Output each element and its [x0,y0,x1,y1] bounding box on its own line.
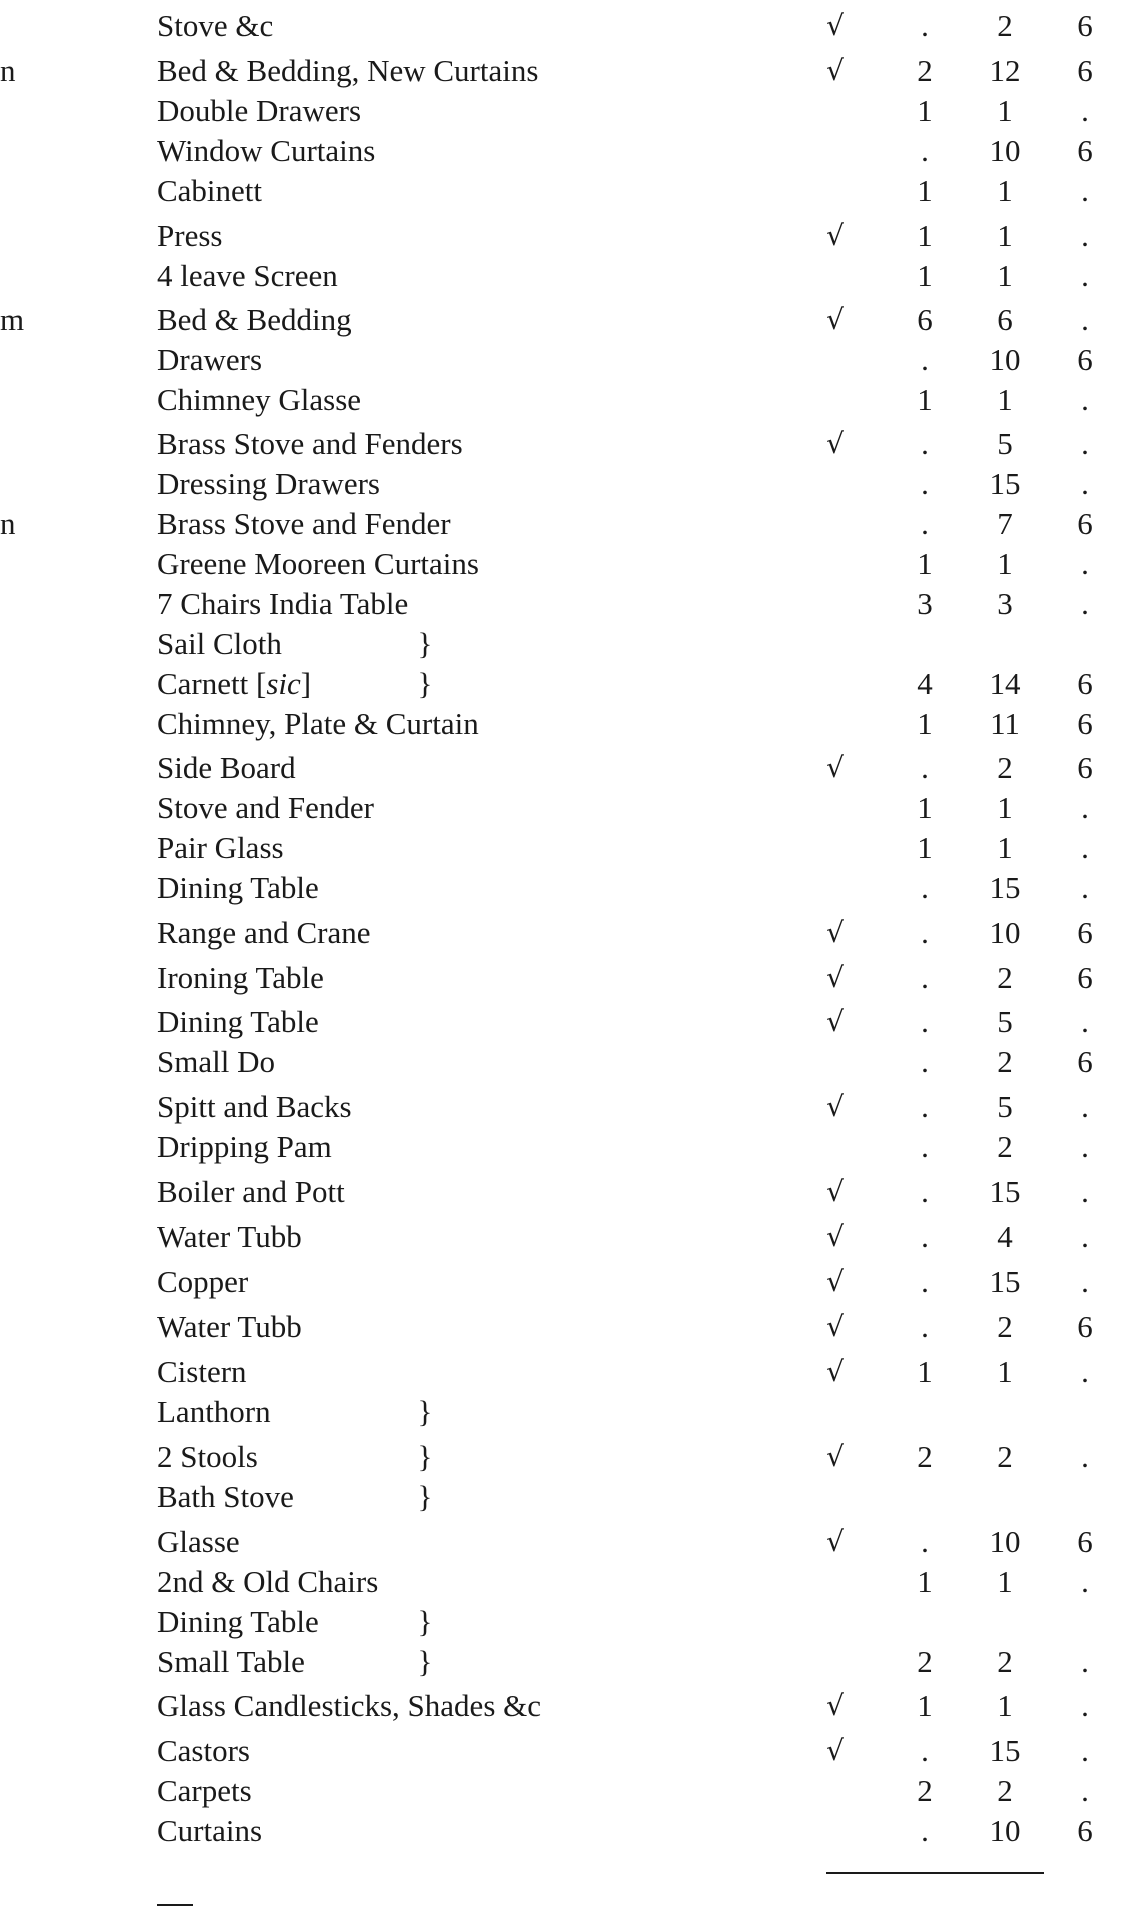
item-name [157,300,757,340]
check-mark: √ [826,303,844,336]
pounds-value: 1 [917,258,933,293]
pence-value: . [1081,1129,1089,1164]
pounds-value: . [921,466,929,501]
shillings-value: 2 [997,1044,1013,1079]
item-label: Dripping Pam [157,1129,332,1164]
inventory-row [0,1562,1132,1602]
inventory-row [0,340,1132,380]
item-name [157,584,757,624]
check-mark: √ [826,961,844,994]
shillings-value: 3 [997,586,1013,621]
pence-value: . [1081,466,1089,501]
check-mark: √ [826,751,844,784]
pounds-value: . [921,506,929,541]
pounds-value: 1 [917,790,933,825]
inventory-row [0,1087,1132,1127]
pence-value: 6 [1077,1813,1093,1848]
item-name [157,1811,757,1851]
item-label: Dressing Drawers [157,466,380,501]
pounds-value: . [921,1089,929,1124]
shillings-value: 2 [997,1309,1013,1344]
item-name [157,1522,757,1562]
pence-value: . [1081,93,1089,128]
pounds-value: 1 [917,1688,933,1723]
item-label: Stove &c [157,8,274,43]
sic-annotation: [sic] [248,666,312,701]
pounds-value: . [921,1044,929,1079]
brace-glyph: } [417,1604,433,1639]
check-mark: √ [826,1220,844,1253]
inventory-row [0,828,1132,868]
pounds-value: . [921,960,929,995]
pounds-value: . [921,133,929,168]
pounds-value: . [921,342,929,377]
inventory-row [0,1217,1132,1257]
shillings-value: 5 [997,1089,1013,1124]
pence-value: 6 [1077,915,1093,950]
pence-value: 6 [1077,1309,1093,1344]
shillings-value: 2 [997,1773,1013,1808]
pence-value: . [1081,1733,1089,1768]
inventory-row [0,913,1132,953]
inventory-row [0,1002,1132,1042]
check-mark: √ [826,9,844,42]
pounds-value: . [921,1264,929,1299]
inventory-row [0,868,1132,908]
total-rule [826,1872,1044,1874]
item-name [157,1392,757,1432]
pence-value: 6 [1077,53,1093,88]
shillings-value: 1 [997,1688,1013,1723]
item-name [157,958,757,998]
pounds-value: 2 [917,1644,933,1679]
inventory-row [0,624,1132,664]
pounds-value: 2 [917,1773,933,1808]
shillings-value: 15 [989,466,1021,501]
pence-value: . [1081,1439,1089,1474]
inventory-row [0,1731,1132,1771]
shillings-value: 2 [997,8,1013,43]
brace-glyph: } [417,1479,433,1514]
check-mark: √ [826,1005,844,1038]
item-name [157,131,757,171]
inventory-row [0,1686,1132,1726]
check-mark: √ [826,1440,844,1473]
shillings-value: 1 [997,1564,1013,1599]
item-label: Water Tubb [157,1309,302,1344]
item-label: Small Do [157,1044,275,1079]
item-name [157,1771,757,1811]
pounds-value: 2 [917,1439,933,1474]
item-name [157,664,757,704]
inventory-row [0,1477,1132,1517]
pounds-value: 1 [917,1564,933,1599]
item-label: Brass Stove and Fender [157,506,451,541]
pounds-value: . [921,1524,929,1559]
item-name [157,1477,757,1517]
pence-value: 6 [1077,133,1093,168]
pounds-value: 6 [917,302,933,337]
item-name [157,1002,757,1042]
shillings-value: 10 [989,1813,1021,1848]
inventory-row [0,380,1132,420]
item-name [157,788,757,828]
item-name [157,1262,757,1302]
pence-value: . [1081,546,1089,581]
item-name [157,1562,757,1602]
item-label: Dining Table [157,1604,319,1639]
pence-value: . [1081,1354,1089,1389]
item-label: Castors [157,1733,250,1768]
item-name [157,1042,757,1082]
brace-glyph: } [417,1439,433,1474]
brace-glyph: } [417,666,433,701]
check-mark: √ [826,427,844,460]
inventory-row [0,788,1132,828]
item-label: Carpets [157,1773,252,1808]
pounds-value: . [921,1813,929,1848]
end-dash [157,1904,193,1906]
item-label: Double Drawers [157,93,362,128]
check-mark: √ [826,1090,844,1123]
item-name [157,256,757,296]
inventory-row [0,664,1132,704]
pence-value: 6 [1077,750,1093,785]
check-mark: √ [826,219,844,252]
pounds-value: . [921,1004,929,1039]
inventory-row [0,1771,1132,1811]
pounds-value: 1 [917,93,933,128]
shillings-value: 1 [997,790,1013,825]
shillings-value: 2 [997,750,1013,785]
inventory-row [0,91,1132,131]
item-name [157,504,757,544]
pounds-value: . [921,8,929,43]
check-mark: √ [826,916,844,949]
item-label: Glasse [157,1524,240,1559]
pence-value: 6 [1077,960,1093,995]
item-label: Dining Table [157,870,319,905]
shillings-value: 10 [989,342,1021,377]
item-name [157,828,757,868]
item-label: Bed & Bedding, New Curtains [157,53,539,88]
pounds-value: . [921,1129,929,1164]
item-name [157,424,757,464]
item-label: Chimney Glasse [157,382,362,417]
item-label: Small Table [157,1644,305,1679]
pence-value: . [1081,1564,1089,1599]
item-name [157,1087,757,1127]
pence-value: 6 [1077,666,1093,701]
pence-value: 6 [1077,506,1093,541]
item-name [157,340,757,380]
shillings-value: 1 [997,382,1013,417]
shillings-value: 10 [989,1524,1021,1559]
inventory-row [0,1602,1132,1642]
shillings-value: 6 [997,302,1013,337]
item-name [157,1127,757,1167]
inventory-row [0,1127,1132,1167]
item-label: Bath Stove [157,1479,294,1514]
inventory-row [0,1642,1132,1682]
item-label: Sail Cloth [157,626,282,661]
item-label: Chimney, Plate & Curtain [157,706,479,741]
inventory-row [0,544,1132,584]
check-mark: √ [826,1355,844,1388]
inventory-row [0,958,1132,998]
pounds-value: 1 [917,706,933,741]
pounds-value: . [921,870,929,905]
item-name [157,1437,757,1477]
pounds-value: 3 [917,586,933,621]
pounds-value: . [921,915,929,950]
inventory-row [0,424,1132,464]
shillings-value: 15 [989,1264,1021,1299]
shillings-value: 15 [989,870,1021,905]
item-label: Spitt and Backs [157,1089,352,1124]
pence-value: 6 [1077,1044,1093,1079]
shillings-value: 14 [989,666,1021,701]
inventory-row [0,1392,1132,1432]
pounds-value: 1 [917,218,933,253]
pence-value: . [1081,1004,1089,1039]
pence-value: . [1081,586,1089,621]
shillings-value: 15 [989,1174,1021,1209]
shillings-value: 10 [989,133,1021,168]
pence-value: . [1081,1089,1089,1124]
pence-value: . [1081,830,1089,865]
shillings-value: 10 [989,915,1021,950]
item-label: Cistern [157,1354,247,1389]
item-label: Dining Table [157,1004,319,1039]
shillings-value: 1 [997,1354,1013,1389]
item-name [157,1217,757,1257]
item-label: Bed & Bedding [157,302,352,337]
item-label: Press [157,218,223,253]
check-mark: √ [826,1310,844,1343]
item-label: Boiler and Pott [157,1174,345,1209]
check-mark: √ [826,54,844,87]
inventory-row [0,1307,1132,1347]
shillings-value: 1 [997,93,1013,128]
pounds-value: . [921,1309,929,1344]
item-name [157,464,757,504]
check-mark: √ [826,1689,844,1722]
pence-value: 6 [1077,8,1093,43]
item-label: Window Curtains [157,133,376,168]
item-label: Water Tubb [157,1219,302,1254]
shillings-value: 15 [989,1733,1021,1768]
shillings-value: 2 [997,1439,1013,1474]
sic-text: sic [266,666,301,701]
item-label: Brass Stove and Fenders [157,426,463,461]
pence-value: . [1081,1773,1089,1808]
pounds-value: . [921,1219,929,1254]
pounds-value: . [921,1733,929,1768]
pence-value: . [1081,1688,1089,1723]
inventory-row [0,1437,1132,1477]
shillings-value: 12 [989,53,1021,88]
item-label: 2nd & Old Chairs [157,1564,379,1599]
item-name [157,1352,757,1392]
item-name [157,1731,757,1771]
pounds-value: 4 [917,666,933,701]
inventory-row [0,51,1132,91]
item-name [157,6,757,46]
pounds-value: . [921,426,929,461]
item-label: Lanthorn [157,1394,271,1429]
inventory-row [0,1811,1132,1851]
item-name [157,544,757,584]
margin-fragment: m [0,302,25,337]
pence-value: . [1081,870,1089,905]
item-label: Stove and Fender [157,790,374,825]
item-label: 2 Stools [157,1439,258,1474]
item-label: Cabinett [157,173,263,208]
pence-value: . [1081,1644,1089,1679]
shillings-value: 11 [990,706,1020,741]
brace-glyph: } [417,626,433,661]
item-label: 7 Chairs India Table [157,586,409,621]
item-name [157,868,757,908]
inventory-row [0,464,1132,504]
item-label: Drawers [157,342,263,377]
pence-value: . [1081,173,1089,208]
item-label: Ironing Table [157,960,324,995]
item-label: Greene Mooreen Curtains [157,546,479,581]
item-name [157,91,757,131]
item-name [157,913,757,953]
pence-value: . [1081,218,1089,253]
pounds-value: 1 [917,546,933,581]
check-mark: √ [826,1734,844,1767]
item-name [157,1602,757,1642]
item-label: Copper [157,1264,249,1299]
brace-glyph: } [417,1394,433,1429]
pence-value: . [1081,258,1089,293]
inventory-row [0,131,1132,171]
brace-glyph: } [417,1644,433,1679]
inventory-row [0,1262,1132,1302]
item-name [157,748,757,788]
pounds-value: 2 [917,53,933,88]
shillings-value: 1 [997,830,1013,865]
inventory-row [0,584,1132,624]
shillings-value: 1 [997,546,1013,581]
pounds-value: 1 [917,830,933,865]
shillings-value: 1 [997,258,1013,293]
pence-value: 6 [1077,1524,1093,1559]
shillings-value: 4 [997,1219,1013,1254]
inventory-row [0,6,1132,46]
shillings-value: 1 [997,173,1013,208]
pounds-value: 1 [917,173,933,208]
margin-fragment: n [0,53,16,88]
shillings-value: 2 [997,960,1013,995]
pence-value: . [1081,302,1089,337]
inventory-row [0,216,1132,256]
pence-value: . [1081,1264,1089,1299]
inventory-row [0,171,1132,211]
pence-value: . [1081,790,1089,825]
margin-fragment: n [0,506,16,541]
pence-value: . [1081,382,1089,417]
item-name [157,1642,757,1682]
inventory-row [0,1172,1132,1212]
item-name [157,51,757,91]
pence-value: . [1081,1219,1089,1254]
pounds-value: 1 [917,382,933,417]
inventory-row [0,748,1132,788]
inventory-row [0,256,1132,296]
item-name [157,1172,757,1212]
shillings-value: 2 [997,1644,1013,1679]
pence-value: 6 [1077,706,1093,741]
shillings-value: 5 [997,426,1013,461]
item-label: Glass Candlesticks, Shades &c [157,1688,542,1723]
item-label: Pair Glass [157,830,284,865]
inventory-row [0,704,1132,744]
item-name [157,380,757,420]
item-label: Range and Crane [157,915,371,950]
shillings-value: 7 [997,506,1013,541]
item-name [157,1307,757,1347]
check-mark: √ [826,1265,844,1298]
inventory-row [0,504,1132,544]
item-label: Carnett [157,666,249,701]
pounds-value: . [921,1174,929,1209]
item-name [157,624,757,664]
check-mark: √ [826,1175,844,1208]
pence-value: . [1081,1174,1089,1209]
shillings-value: 2 [997,1129,1013,1164]
pence-value: 6 [1077,342,1093,377]
item-label: Curtains [157,1813,263,1848]
item-name [157,216,757,256]
inventory-row [0,300,1132,340]
item-name [157,171,757,211]
shillings-value: 1 [997,218,1013,253]
check-mark: √ [826,1525,844,1558]
shillings-value: 5 [997,1004,1013,1039]
item-name [157,1686,757,1726]
inventory-row [0,1522,1132,1562]
pounds-value: 1 [917,1354,933,1389]
inventory-row [0,1042,1132,1082]
pounds-value: . [921,750,929,785]
item-name [157,704,757,744]
inventory-row [0,1352,1132,1392]
item-label: Side Board [157,750,296,785]
pence-value: . [1081,426,1089,461]
item-label: 4 leave Screen [157,258,338,293]
